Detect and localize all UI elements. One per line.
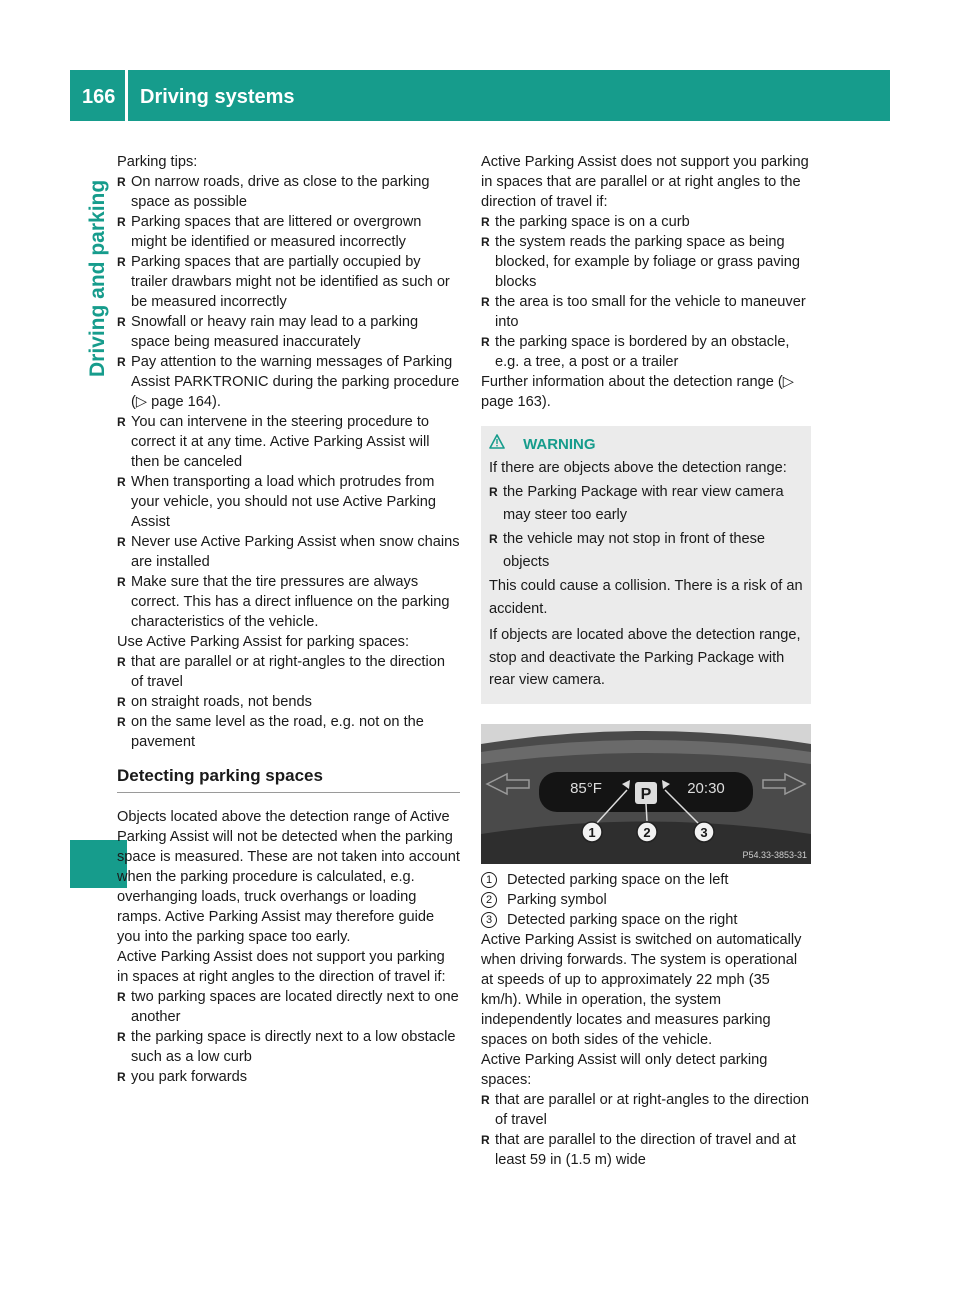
bullet-icon: R [117, 355, 126, 369]
page-number: 166 [82, 86, 116, 108]
right-column [481, 152, 811, 1170]
further-info: Further information about the detection range (▷ page 163). [481, 374, 795, 410]
warning-box [481, 426, 811, 704]
detecting-paragraph: Objects located above the detection range of Active Parking Assist will not be detected when the parking space is measured. These are not taken into account when the parking procedure is calculated, e.g. overhanging loads, truck overhangs or loading ramps. Active Parking Assist may therefore guide you into the parking space too early. [117, 809, 460, 945]
bullet-icon: R [117, 715, 126, 729]
bullet-icon: R [481, 335, 490, 349]
warning-risk: This could cause a collision. There is a risk of an accident. [489, 578, 803, 617]
bullet-icon: R [117, 535, 126, 549]
callout-number-icon: 2 [481, 892, 497, 908]
list-item: R that are parallel or at right-angles to the direction of travel [117, 654, 445, 690]
bullet-icon: R [117, 1030, 126, 1044]
bullet-icon: R [489, 532, 498, 547]
side-tab-label: Driving and parking [86, 180, 109, 378]
list-item: R the area is too small for the vehicle to maneuver into [481, 294, 806, 330]
legend-item: 2 Parking symbol [481, 890, 811, 910]
list-item: R on the same level as the road, e.g. not on the pavement [117, 714, 424, 750]
parking-symbol: P [640, 785, 652, 803]
bullet-icon: R [117, 655, 126, 669]
not-support-intro: Active Parking Assist does not support you parking in spaces at right angles to the direction of travel if: [117, 949, 446, 985]
bullet-icon: R [489, 485, 498, 500]
time-readout: 20:30 [687, 779, 725, 797]
list-item: R on straight roads, not bends [117, 694, 312, 710]
list-item: R Make sure that the tire pressures are always correct. This has a direct influence on the parking characteristics of the vehicle. [117, 574, 450, 630]
warning-action: If objects are located above the detection range, stop and deactivate the Parking Package with rear view camera. [489, 627, 801, 689]
bullet-icon: R [117, 475, 126, 489]
list-item: R Pay attention to the warning messages of Parking Assist PARKTRONIC during the parking procedure (▷ page 164). [117, 354, 460, 410]
not-support-parallel-intro: Active Parking Assist does not support you parking in spaces that are parallel or at right angles to the direction of travel if: [481, 154, 809, 210]
bullet-icon: R [481, 235, 490, 249]
bullet-icon: R [117, 990, 126, 1004]
warning-triangle-icon [489, 434, 505, 457]
bullet-icon: R [117, 575, 126, 589]
figure-code: P54.33-3853-31 [742, 849, 807, 860]
list-item: R that are parallel to the direction of travel and at least 59 in (1.5 m) wide [481, 1131, 796, 1168]
bullet-icon: R [117, 255, 126, 269]
bullet-icon: R [117, 315, 126, 329]
list-item: R Snowfall or heavy rain may lead to a parking space being measured inaccurately [117, 314, 419, 350]
callout-number-icon: 1 [481, 872, 497, 888]
header-divider [125, 70, 128, 121]
callout-1: 1 [588, 824, 596, 840]
list-item: R When transporting a load which protrudes from your vehicle, you should not use Active Parking Assist [117, 474, 437, 530]
bullet-icon: R [117, 175, 126, 189]
warning-intro: If there are objects above the detection range: [489, 459, 787, 476]
parking-tips-intro: Parking tips: [117, 154, 198, 170]
section-heading: Detecting parking spaces [117, 766, 460, 793]
list-item: R you park forwards [117, 1069, 247, 1085]
detect-only-intro: Active Parking Assist will only detect parking spaces: [481, 1051, 768, 1088]
figure-legend [481, 870, 811, 930]
use-intro: Use Active Parking Assist for parking spaces: [117, 634, 410, 650]
list-item: R Never use Active Parking Assist when snow chains are installed [117, 534, 460, 570]
not-support-parallel-list [481, 212, 811, 372]
list-item: R the vehicle may not stop in front of these objects [489, 528, 803, 573]
legend-item: 3 Detected parking space on the right [481, 910, 811, 930]
list-item: R Parking spaces that are littered or overgrown might be identified or measured incorrectly [117, 214, 422, 250]
auto-on-paragraph: Active Parking Assist is switched on automatically when driving forwards. The system is operational at speeds of up to approximately 22 mph (35 km/h). While in operation, the system independently locates and measures parking spaces on both sides of the vehicle. [481, 931, 802, 1048]
list-item: R two parking spaces are located directly next to one another [117, 989, 459, 1025]
list-item: R the parking space is directly next to a low obstacle such as a low curb [117, 1029, 456, 1065]
list-item: R that are parallel or at right-angles to the direction of travel [481, 1091, 809, 1128]
bullet-icon: R [481, 215, 490, 229]
bullet-icon: R [117, 695, 126, 709]
bullet-icon: R [481, 1132, 490, 1147]
warning-title: WARNING [523, 436, 596, 454]
bullet-icon: R [117, 215, 126, 229]
bullet-icon: R [481, 295, 490, 309]
bullet-icon: R [117, 415, 126, 429]
bullet-icon: R [481, 1092, 490, 1107]
list-item: R the parking space is bordered by an obstacle, e.g. a tree, a post or a trailer [481, 334, 790, 370]
list-item: R the parking space is on a curb [481, 214, 690, 230]
legend-item: 1 Detected parking space on the left [481, 870, 811, 890]
instrument-cluster-figure [481, 724, 811, 864]
use-list [117, 652, 460, 752]
callout-3: 3 [700, 824, 708, 840]
page-section-title: Driving systems [140, 86, 295, 108]
cluster-illustration [481, 724, 811, 864]
list-item: R On narrow roads, drive as close to the parking space as possible [117, 174, 430, 210]
left-column [117, 152, 460, 1087]
not-support-list [117, 987, 460, 1087]
bullet-icon: R [117, 1070, 126, 1084]
detect-only-list [481, 1090, 811, 1170]
callout-2: 2 [643, 824, 651, 840]
list-item: R You can intervene in the steering procedure to correct it at any time. Active Parking Assist will then be canceled [117, 414, 430, 470]
warning-header [489, 434, 803, 457]
list-item: R the system reads the parking space as being blocked, for example by foliage or grass paving blocks [481, 234, 801, 290]
parking-tips-list [117, 172, 460, 632]
list-item: R Parking spaces that are partially occupied by trailer drawbars might not be identified as such or be measured incorrectly [117, 254, 450, 310]
callout-number-icon: 3 [481, 912, 497, 928]
temperature-readout: 85°F [570, 779, 602, 797]
list-item: R the Parking Package with rear view camera may steer too early [489, 481, 803, 526]
